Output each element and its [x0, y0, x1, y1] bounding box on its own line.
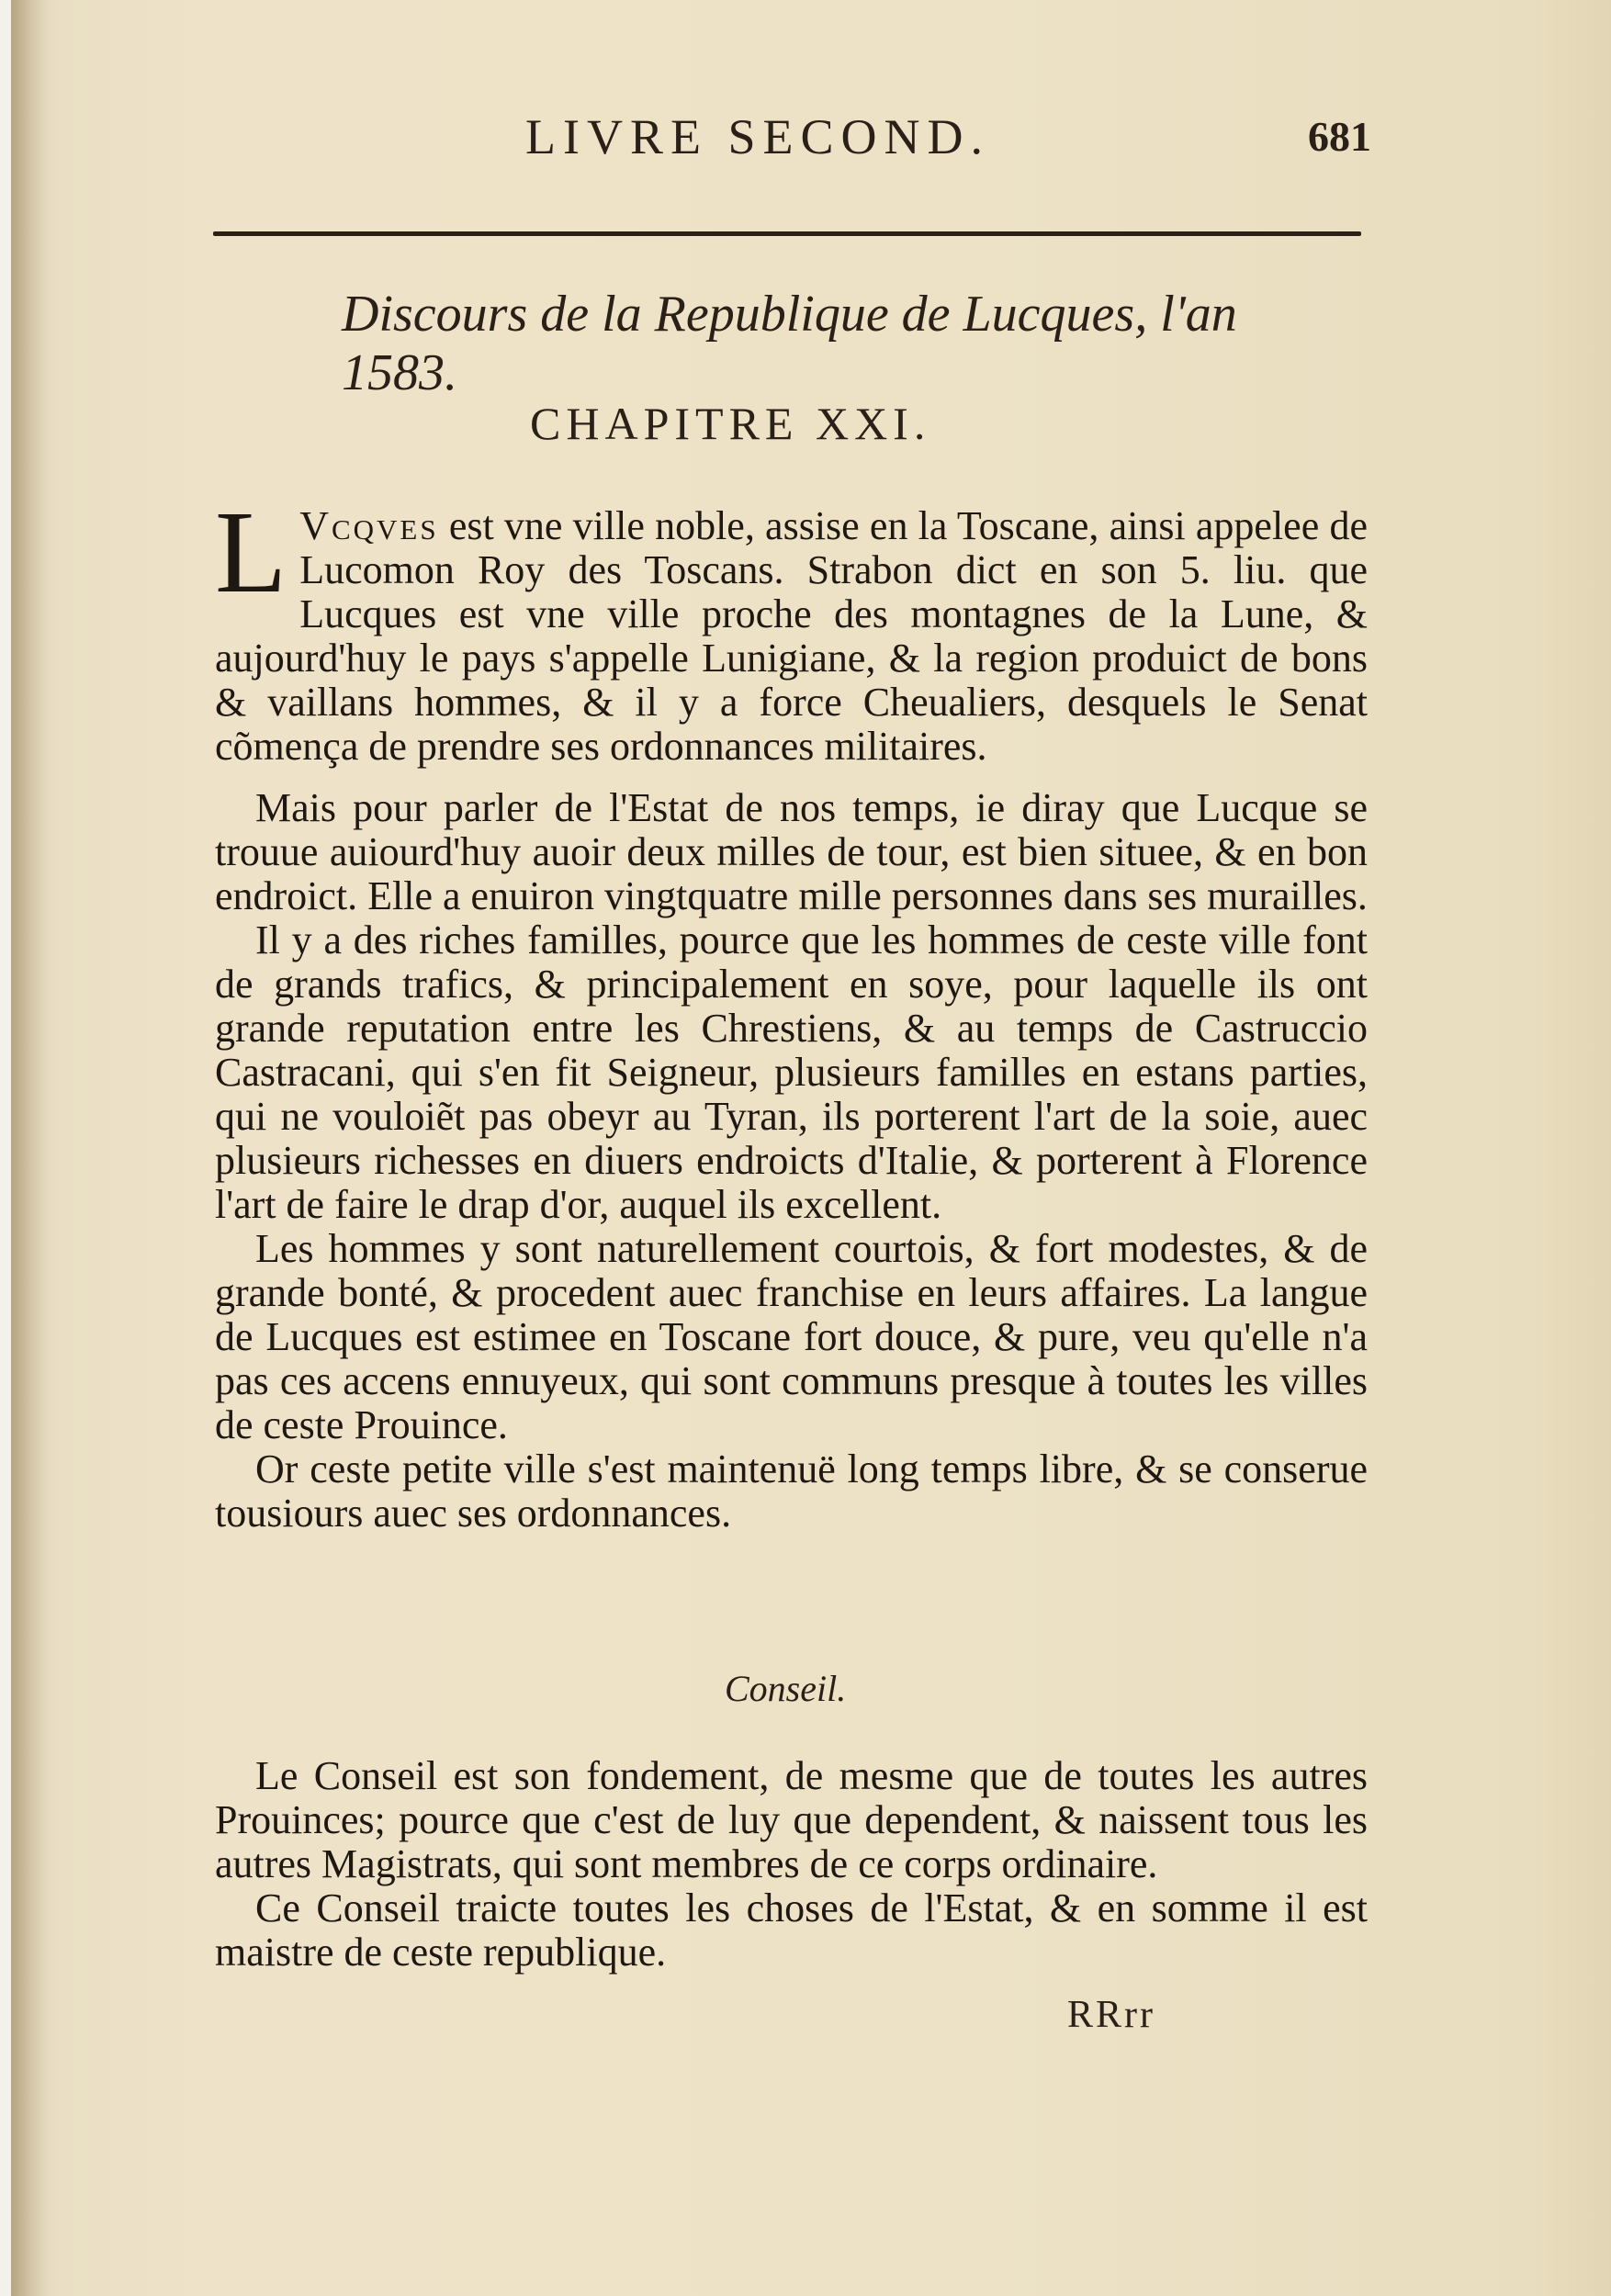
- opening-text: est vne ville noble, assise en la Toscane, ainsi appelee de Lucomon Roy des Toscans. Strabon dict en son 5. liu. que Lucques est vne ville proche des montagnes de la Lune, & aujourd'huy le pays s'appelle Lunigiane, & la region produict de bons & vaillans hommes, & il y a force Cheualiers, desquels le Senat cõmença de prendre ses ordonnances militaires.: [215, 503, 1368, 769]
- discourse-title: Discours de la Republique de Lucques, l'an 1583.: [342, 286, 1237, 401]
- paragraph: Or ceste petite ville s'est maintenuë long temps libre, & se conserue tousiours auec ses ordonnances.: [215, 1446, 1368, 1536]
- opening-paragraph: [215, 487, 1368, 769]
- paragraph: Les hommes y sont naturellement courtois, & fort modestes, & de grande bonté, & procedent auec franchise en leurs affaires. La langue de Lucques est estimee en Toscane fort douce, & pure, veu qu'elle n'a pas ces accens ennuyeux, qui sont communs presque à toutes les villes de ceste Prouince.: [215, 1226, 1368, 1447]
- drop-cap: L: [215, 487, 287, 617]
- paragraph: Le Conseil est son fondement, de mesme que de toutes les autres Prouinces; pource que c'est de luy que dependent, & naissent tous les autres Magistrats, qui sont membres de ce corps ordinaire.: [215, 1753, 1368, 1886]
- book-page: [11, 0, 1611, 2296]
- chapter-heading: CHAPITRE XXI.: [530, 398, 931, 449]
- header-rule: [213, 231, 1361, 236]
- paragraph: Mais pour parler de l'Estat de nos temps, ie diray que Lucque se trouue auiourd'huy auoir deux milles de tour, est bien situee, & en bon endroict. Elle a enuiron vingtquatre mille personnes dans ses murailles.: [215, 785, 1368, 918]
- opening-words: Vcqves: [299, 503, 439, 548]
- section-heading: Conseil.: [725, 1668, 847, 1709]
- page-number: 681: [1308, 113, 1371, 160]
- running-title: LIVRE SECOND.: [525, 109, 990, 164]
- signature-mark: RRrr: [1067, 1994, 1155, 2036]
- body-paragraphs: [215, 786, 1368, 1536]
- conseil-paragraphs: [215, 1754, 1368, 1975]
- paragraph: Ce Conseil traicte toutes les choses de l'Estat, & en somme il est maistre de ceste republique.: [215, 1885, 1368, 1975]
- paragraph: Il y a des riches familles, pource que les hommes de ceste ville font de grands trafics, & principalement en soye, pour laquelle ils ont grande reputation entre les Chrestiens, & au temps de Castruccio Castracani, qui s'en fit Seigneur, plusieurs familles en estans parties, qui ne vouloiẽt pas obeyr au Tyran, ils porterent l'art de la soie, auec plusieurs richesses en diuers endroicts d'Italie, & porterent à Florence l'art de faire le drap d'or, auquel ils excellent.: [215, 917, 1368, 1227]
